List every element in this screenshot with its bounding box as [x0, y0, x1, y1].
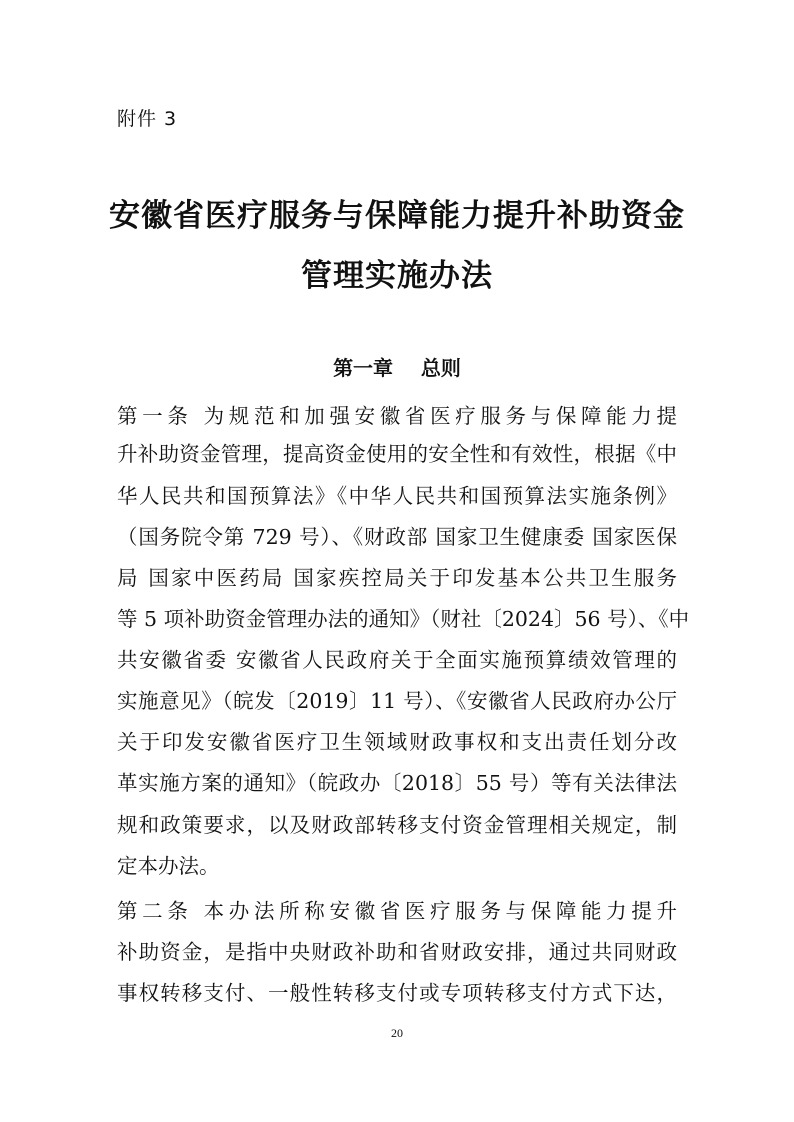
article-1-line: 局 国家中医药局 国家疾控局关于印发基本公共卫生服务: [117, 566, 677, 590]
chapter-heading: 第一章 总则: [333, 356, 461, 380]
attachment-label: 附件 3: [117, 108, 178, 130]
article-1-line: 等 5 项补助资金管理办法的通知》（财社〔2024〕56 号）、《中: [117, 607, 690, 631]
article-1-line: 规和政策要求，以及财政部转移支付资金管理相关规定，制: [117, 813, 677, 837]
document-title-line-1: 安徽省医疗服务与保障能力提升补助资金: [109, 198, 685, 234]
article-1-line: （国务院令第 729 号）、《财政部 国家卫生健康委 国家医保: [117, 525, 677, 549]
document-title-line-2: 管理实施办法: [301, 258, 493, 294]
article-1-line: 第一条 为规范和加强安徽省医疗服务与保障能力提: [117, 404, 677, 428]
article-2-line: 第二条 本办法所称安徽省医疗服务与保障能力提升: [117, 899, 677, 923]
article-2-line: 事权转移支付、一般性转移支付或专项转移支付方式下达，: [117, 981, 677, 1005]
article-1-line: 华人民共和国预算法》《中华人民共和国预算法实施条例》: [117, 484, 677, 508]
article-1-line: 共安徽省委 安徽省人民政府关于全面实施预算绩效管理的: [117, 648, 677, 672]
page-number: 20: [391, 1026, 403, 1040]
article-1-line: 升补助资金管理，提高资金使用的安全性和有效性，根据《中: [117, 442, 677, 466]
article-1-line: 定本办法。: [117, 854, 220, 878]
article-2-line: 补助资金，是指中央财政补助和省财政安排，通过共同财政: [117, 940, 677, 964]
article-1-line: 革实施方案的通知》（皖政办〔2018〕55 号）等有关法律法: [117, 771, 677, 795]
article-1-line: 关于印发安徽省医疗卫生领域财政事权和支出责任划分改: [117, 730, 677, 754]
article-1-line: 实施意见》（皖发〔2019〕11 号）、《安徽省人民政府办公厅: [117, 689, 677, 713]
